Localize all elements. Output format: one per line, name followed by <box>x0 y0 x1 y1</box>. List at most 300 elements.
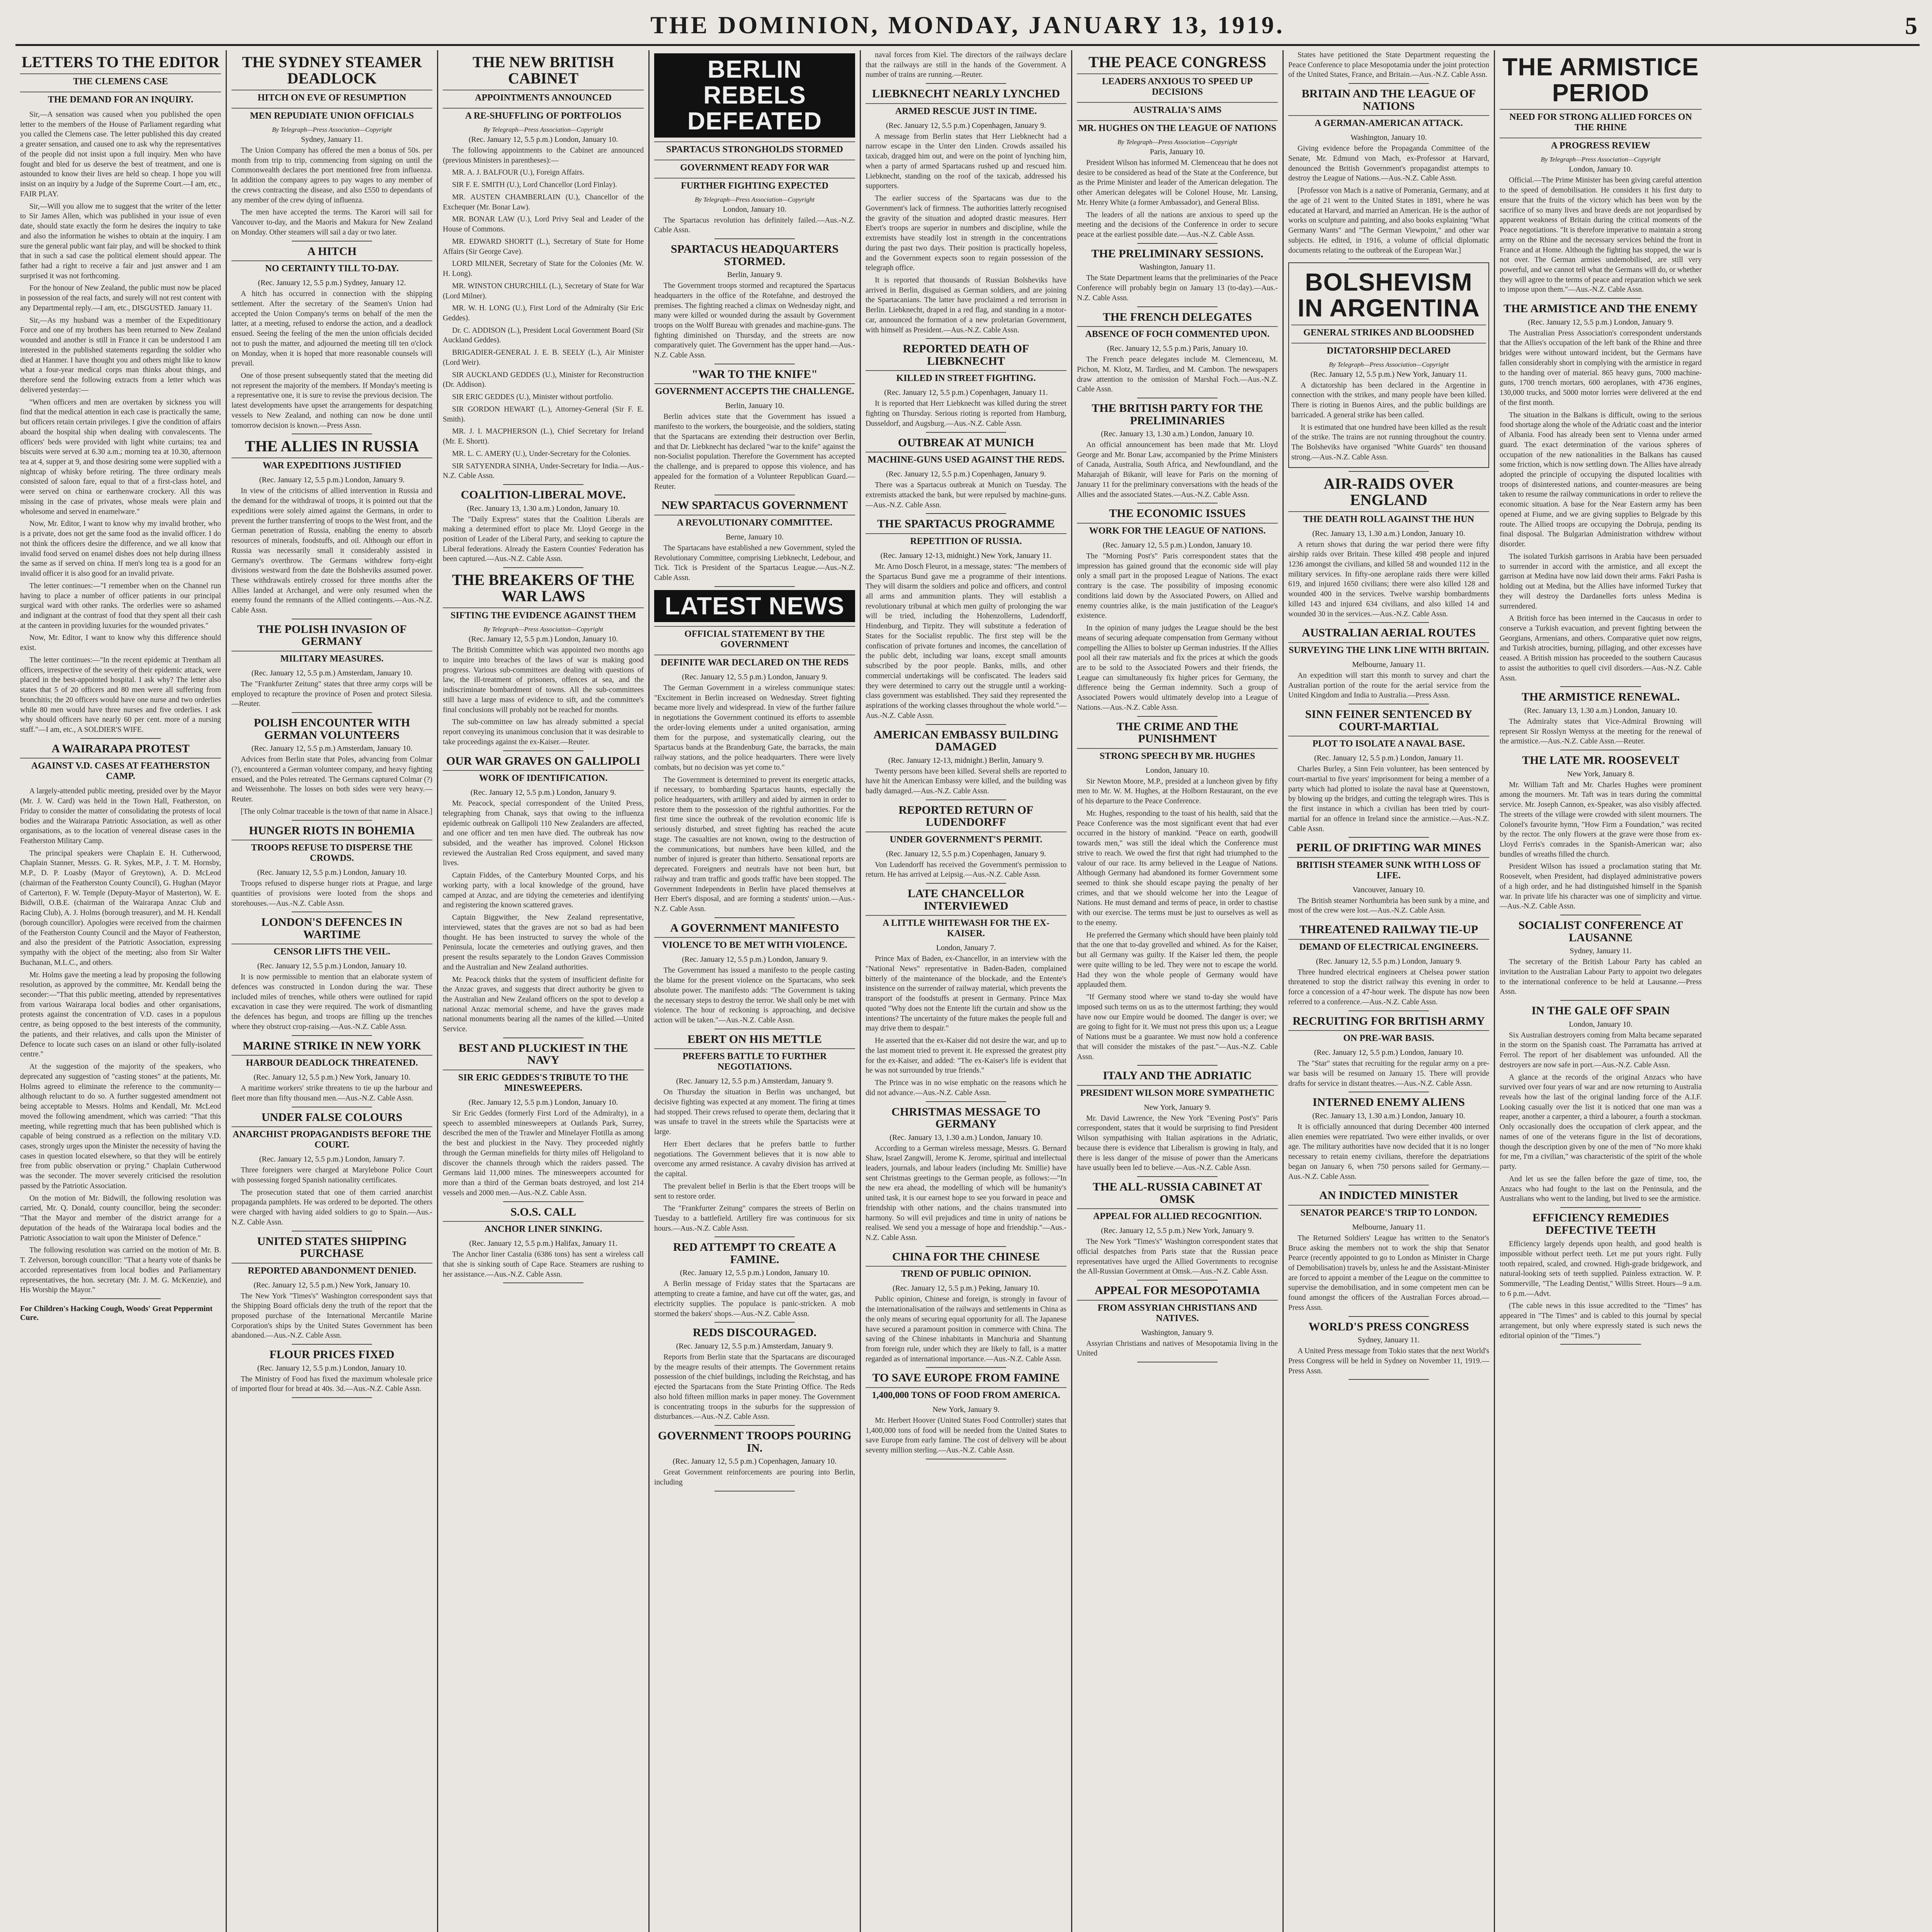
headline: THE CRIME AND THE PUNISHMENT <box>1116 720 1238 745</box>
article <box>443 572 644 747</box>
article <box>1077 721 1278 1062</box>
sub-heading: TROOPS REFUSE TO DISPERSE THE CROWDS. <box>231 840 432 866</box>
dateline: Washington, January 11. <box>1139 263 1216 272</box>
article <box>231 1040 432 1104</box>
deck-heading: SPARTACUS STRONGHOLDS STORMED <box>654 141 855 157</box>
divider <box>1137 716 1218 717</box>
byline: By Telegraph—Press Association—Copyright <box>483 626 604 633</box>
divider <box>1137 1280 1218 1281</box>
divider <box>292 241 372 242</box>
paragraph: Reports from Berlin state that the Spartacans are discouraged by the meagre results of their attempts. The Government retains possession of the chief buildings, including the Reichstag, and has ejected the Spartacans from the State Printing Office. The Reds also hold fifteen million marks in paper money. The Government is concentrating troops in the suburbs for the suppression of disturbances.—Aus.-N.Z. Cable Assn. <box>654 1353 855 1421</box>
paragraph: The prosecution stated that one of them carried anarchist propaganda pamphlets. He was ordered to be deported. The others were charged with having aided soldiers to go to Spain.—Aus.-N.Z. Cable Assn. <box>231 1188 432 1226</box>
paragraph: The Returned Soldiers' League has written to the Senator's Bruce asking the members not to work the ship that Senator Pearce (recently appointed to go to London as Minister in Charge of Demobilisation) travels by, unless he and the Assistant-Minister are forced to appoint a member of the League on the committee to supervise the demobilisation, and in some competent men can be found amongst the officers of the Australian Forces abroad.—Press Assn. <box>1288 1234 1489 1312</box>
article <box>1288 1189 1489 1313</box>
byline: By Telegraph—Press Association—Copyright <box>1117 138 1238 146</box>
dateline: (Rec. January 12, 5.5 p.m.) London, January 11. <box>1314 754 1463 763</box>
paragraph: For the honour of New Zealand, the public must now be placed in possession of the real facts, and surely will not rest content with any Departmental reply.—I am, etc., DISGUSTED. January 11. <box>20 284 221 312</box>
dateline: (Rec. January 12, 5.5 p.m.) London, January 10. <box>257 868 407 877</box>
masthead <box>15 9 1920 46</box>
dateline: Vancouver, January 10. <box>1352 885 1425 894</box>
sub-heading: TREND OF PUBLIC OPINION. <box>866 1266 1066 1282</box>
headline: RECRUITING FOR BRITISH ARMY <box>1293 1014 1485 1027</box>
paragraph: In the opinion of many judges the League should be the best means of securing adequate compensation from Germany without compelling the Allies to bolster up German industries. If the Allies pool all their raw materials and fix the prices at which the goods are to be sold to the Associated Powers and their friends, the League can simultaneously fix higher prices for Germany, the difference being the German indemnity. Such a group of Associated Powers would ultimately develop into a League of Nations.—Aus.-N.Z. Cable Assn. <box>1077 624 1278 712</box>
paragraph: Berlin advices state that the Government has issued a manifesto to the workers, the bourgeoisie, and the soldiers, stating that the Spartacans are extending their destruction over Berlin, and that Dr. Liebknecht has declared "war to the knife" against the non-Socialist population. Therefore the Government has accepted the challenge, and is prepared to oppose this violence, and has appealed for the formation of a Volunteer Republican Guard.—Reuter. <box>654 413 855 491</box>
paragraph: The Australian Press Association's correspondent understands that the Allies's occupation of the left bank of the Rhine and three bridges were without untoward incident, but the Germans have fallen considerably short in complying with the armistice in regard to the handing over of material. 865 heavy guns, 7000 machine-guns, 1700 trench mortars, 600 aeroplanes, with 4736 engines, 130,000 trucks, and 5000 motor lorries were delivered at the end of the first month. <box>1500 329 1702 407</box>
divider <box>714 1236 795 1237</box>
article <box>1500 303 1702 683</box>
headline: AUSTRALIAN AERIAL ROUTES <box>1301 626 1476 639</box>
paragraph: In view of the criticisms of allied intervention in Russia and the demand for the withdrawal of troops, it is pointed out that the expeditions were solely aimed against the Germans, in order to prevent the further transferring of troops to the West front, and the German penetration of Russia, enabling the enemy to absorb resources of minerals, foodstuffs, and oil. Although our effort in Russia was necessarily small it considerably assisted in Germany's overthrow. The Germans withdrew forty-eight divisions westward from the date the Bolsheviks assumed power. These withdrawals entirely crossed for three months after the Allies landed at Archangel, and were only resumed when the enemy found the remnants of the Allied contingents.—Aus.-N.Z. Cable Assn. <box>231 487 432 615</box>
headline: COALITION-LIBERAL MOVE. <box>461 488 626 502</box>
headline: THE SYDNEY STEAMER DEADLOCK <box>242 53 422 87</box>
sub-heading: AGAINST V.D. CASES AT FEATHERSTON CAMP. <box>20 758 221 784</box>
paragraph: It is reported that Herr Liebknecht was killed during the street fighting on Thursday. Serious rioting is reported from Hamburg, Dusseldorf, and Augsburg.—Aus.-N.Z. Cable Assn. <box>866 400 1066 428</box>
dateline: Sydney, January 11. <box>1570 947 1632 956</box>
headline: THE ARMISTICE AND THE ENEMY <box>1503 302 1698 315</box>
paragraph: MR. J. I. MACPHERSON (L.), Chief Secretary for Ireland (Mr. E. Shortt). <box>443 427 644 446</box>
paragraph: It is reported that thousands of Russian Bolsheviks have arrived in Berlin, disguised as German soldiers, and are joining the Spartacanians. The latter have proclaimed a red terrorism in Berlin. Liebknecht, draped in a red flag, and standing in a motor-car, announced the formation of a new proletarian Government, with himself as President.—Aus.-N.Z. Cable Assn. <box>866 276 1066 334</box>
paragraph: President Wilson has informed M. Clemenceau that he does not desire to be considered as head of the State at the Conference, but as the Prime Minister and leader of the American delegation. The other American delegates will be Colonel House, Mr. Lansing, Mr. Henry White (a former Ambassador), and General Bliss. <box>1077 159 1278 207</box>
dateline: (Rec. January 12, 5.5 p.m.) Amsterdam, January 10. <box>251 744 413 753</box>
paragraph: SIR GORDON HEWART (L.), Attorney-General (Sir F. E. Smith). <box>443 405 644 423</box>
paragraph: Mr. David Lawrence, the New York "Evening Post's" Paris correspondent, states that it would be surprising to find President Wilson sympathising with Italian aspirations in the Adriatic, because there is evidence that Liberalism is growing in Italy, and there is less danger of the misuse of power than the Americans have usually been led to believe.—Aus.-N.Z. Cable Assn. <box>1077 1114 1278 1172</box>
byline: By Telegraph—Press Association—Copyright <box>1541 156 1661 163</box>
sub-heading: WORK OF IDENTIFICATION. <box>443 770 644 786</box>
paragraph: Now, Mr. Editor, I want to know why this difference should exist. <box>20 634 221 652</box>
article <box>231 825 432 909</box>
dateline: (Rec. January 12, 5.5 p.m.) London, January 10. <box>1102 541 1252 549</box>
headline: AIR-RAIDS OVER ENGLAND <box>1323 474 1454 509</box>
headline: THE POLISH INVASION OF GERMANY <box>257 622 407 648</box>
dateline: (Rec. January 12, 5.5 p.m.) London, January 9. <box>682 955 828 964</box>
column-7 <box>1284 50 1495 1932</box>
divider <box>1349 1379 1429 1380</box>
sub-heading: MR. HUGHES ON THE LEAGUE OF NATIONS <box>1077 120 1278 136</box>
deck-heading: HITCH ON EVE OF RESUMPTION <box>231 90 432 105</box>
dateline: London, January 10. <box>1569 1020 1633 1029</box>
dateline: (Rec. January 12, 5.5 p.m.) Copenhagen, January 9. <box>886 849 1046 858</box>
dateline: (Rec. January 12, 5.5 p.m.) Halifax, January 11. <box>469 1239 617 1248</box>
sub-heading: FURTHER FIGHTING EXPECTED <box>654 178 855 194</box>
dateline: Berlin, January 10. <box>725 401 784 410</box>
divider <box>1349 837 1429 838</box>
sub-heading: REPETITION OF RUSSIA. <box>866 533 1066 549</box>
paragraph: Three foreigners were charged at Marylebone Police Court with possessing forged Spanish nationality certificates. <box>231 1166 432 1184</box>
paragraph: On the motion of Mr. Bidwill, the following resolution was carried, Mr. Q. Donald, county councillor, being the seconder: "That the Mayor and member of the district arrange for a deputation of the heads of the Wairarapa local bodies and the Patriotic Association to wait upon the Minister of Defence." <box>20 1194 221 1242</box>
article <box>231 1349 432 1394</box>
paragraph: Mr. Peacock, special correspondent of the United Press, telegraphing from Chanak, says that owing to the influenza epidemic outbreak on Gallipoli 110 New Zealanders are affected, and one officer and ten men have died. The outbreak has now subsided, and the weather has improved. Colonel Hickson reviewed the Australian Red Cross equipment, and saved many lives. <box>443 799 644 867</box>
paragraph: Sir,—As my husband was a member of the Expeditionary Force and one of my brothers has been returned to New Zealand wounded and another is still in France it can be understood I am interested in the published statements regarding the soldier who died at Hanmer. I have thought you and others might like to know what a four-year medical corps man thinks about things, and therefore send the following extracts from a letter which was delivered yesterday:— <box>20 316 221 394</box>
headline: PERIL OF DRIFTING WAR MINES <box>1296 841 1481 854</box>
dateline: Melbourne, January 11. <box>1352 660 1425 669</box>
article <box>866 50 1066 80</box>
paragraph: BRIGADIER-GENERAL J. E. B. SEELY (L.), Air Minister (Lord Weir). <box>443 349 644 367</box>
headline: TO SAVE EUROPE FROM FAMINE <box>872 1371 1060 1384</box>
article <box>654 368 855 492</box>
paragraph: The "Frankfurter Zeitung" states that three army corps will be employed to recapture the province of Posen and protect Silesia.—Reuter. <box>231 680 432 708</box>
article <box>1077 248 1278 303</box>
dateline: (Rec. January 12, 5.5 p.m.) Amsterdam, January 9. <box>676 1342 833 1350</box>
paragraph: It is now permissible to mention that an elaborate system of defences was constructed in London during the war. These included miles of trenches, while others were outlined for rapid excavation in case they were required. The work of dismantling the defences has begun, and troops are filling up the trenches where they obstruct crop-raising.—Aus.-N.Z. Cable Assn. <box>231 973 432 1031</box>
paragraph: At the suggestion of the majority of the speakers, who deprecated any suggestion of "casting stones" at the patients, Mr. Holms agreed to eliminate the reference to the community—although reluctant to do so. A further suggested amendment not being acceptable to Messrs. Holms and Kendall, Mr. McLeod moved the following amendment, which was carried: "That this meeting, while regretting much that has been published which is capable of being construed as a reflection on the military V.D. cases, strongly urges upon the Minister the necessity of having the cases in question located elsewhere, so that they will be entirely free from public observation or prying." Chaplain Cutherwood was the seconder. The mover severely criticised the resolution passed by the Patriotic Association. <box>20 1063 221 1190</box>
paragraph: Mr. Holms gave the meeting a lead by proposing the following resolution, as approved by the committee, Mr. Kendall being the seconder:—"That this public meeting, attended by representatives from various Wairarapa local bodies and other organisations, protests against the concentration of V.D. cases in a populous centre, as being opposed to the best interests of the community, the patients, and their relatives, and calls upon the Minister of Defence to locate such cases on an island or other fully-isolated centre." <box>20 971 221 1059</box>
article <box>1500 691 1702 747</box>
article <box>1077 1284 1278 1359</box>
headline: A GOVERNMENT MANIFESTO <box>670 921 839 934</box>
dateline: (Rec. January 12, 5.5 p.m.) London, January 9. <box>259 476 405 485</box>
paragraph: Advices from Berlin state that Poles, advancing from Colmar (?), encountered a German volunteer company, and heavy fighting ensued, and the Poles retreated. The Germans captured Colmar (?) and Weissenhohe. The losses on both sides were very heavy.—Reuter. <box>231 755 432 804</box>
dateline: (Rec. January 12, 5.5 p.m.) London, January 10. <box>257 1364 407 1372</box>
advertisement: For Children's Hacking Cough, Woods' Great Peppermint Cure. <box>20 1304 213 1322</box>
article <box>1500 54 1702 295</box>
paragraph: The letter continues:—"I remember when on the Channel run having to place a number of officer patients in our principal surgical ward with other ranks. The orderlies were so ashamed and indignant at the contrast of food that they spent all their cash at the canteen in providing luxuries for the wounded privates." <box>20 582 221 630</box>
paragraph: [The only Colmar traceable is the town of that name in Alsace.] <box>241 807 433 816</box>
column-2 <box>227 50 438 1932</box>
divider <box>714 1322 795 1323</box>
sub-heading: SURVEYING THE LINK LINE WITH BRITAIN. <box>1288 642 1489 658</box>
headline: SINN FEINER SENTENCED BY COURT-MARTIAL <box>1305 708 1473 733</box>
headline: REPORTED DEATH OF LIEBKNECHT <box>903 342 1029 367</box>
column-3 <box>438 50 650 1932</box>
paragraph: The New York "Times's" Washington correspondent says that the Shipping Board officials deny the truth of the report that the proposed purchase of the International Mercantile Marine Corporation's ships by the United States Government has been abandoned.—Aus.-N.Z. Cable Assn. <box>231 1292 432 1340</box>
divider <box>503 1282 583 1283</box>
paragraph: A Berlin message of Friday states that the Spartacans are attempting to create a famine, and have cut off the water, gas, and electricity supplies. The populace is panic-stricken. A mob stormed the bakers' shops.—Aus.-N.Z. Cable Assn. <box>654 1280 855 1318</box>
sub-heading: MACHINE-GUNS USED AGAINST THE REDS. <box>866 452 1066 468</box>
headline: REPORTED RETURN OF LUDENDORFF <box>898 803 1034 829</box>
column-5 <box>861 50 1072 1932</box>
article <box>866 518 1066 721</box>
paragraph: MR. WINSTON CHURCHILL (L.), Secretary of State for War (Lord Milner). <box>443 282 644 300</box>
divider <box>714 586 795 587</box>
headline: EFFICIENCY REMEDIES DEFECTIVE TEETH <box>1532 1211 1669 1236</box>
divider <box>503 1037 583 1038</box>
paragraph: MR. L. C. AMERY (U.), Under-Secretary for the Colonies. <box>452 449 631 458</box>
sub-heading: A REVOLUTIONARY COMMITTEE. <box>654 515 855 531</box>
paragraph: It is estimated that one hundred have been killed as the result of the strike. The trains are not running throughout the country. The Bolsheviks have organised "White Guards" ten thousand strong.—Aus.-N.Z. Cable Assn. <box>1291 423 1486 461</box>
paragraph: It is officially announced that during December 400 interned alien enemies were repatriated. Two were either invalids, or over age. The military authorities have now decided that it is no longer necessary to retain enemy civilians, therefore the depatriations began on January 6, when 750 persons sailed for Germany.—Aus.-N.Z. Cable Assn. <box>1288 1122 1489 1181</box>
paragraph: The secretary of the British Labour Party has cabled an invitation to the Australian Labour Party to appoint two delegates to the international conference to be held at Lausanne.—Press Assn. <box>1500 958 1702 996</box>
sub-heading: ARMED RESCUE JUST IN TIME. <box>866 103 1066 119</box>
headline: CHINA FOR THE CHINESE <box>892 1250 1040 1263</box>
paragraph: A largely-attended public meeting, presided over by the Mayor (Mr. J. W. Card) was held in the Town Hall, Featherston, on Friday to consider the matter of consolidating the protests of local bodies and the Wairarapa Patriotic Association, as well as other organisations, as to the location of venereal disease cases in the Featherston Military Camp. <box>20 787 221 845</box>
page-number: 5 <box>1905 12 1917 39</box>
divider <box>926 799 1006 800</box>
divider <box>1349 1010 1429 1011</box>
deck-heading: GENERAL STRIKES AND BLOODSHED <box>1291 325 1486 340</box>
headline: S.O.S. CALL <box>510 1205 577 1218</box>
headline: RED ATTEMPT TO CREATE A FAMINE. <box>673 1241 837 1266</box>
paragraph: The "Frankfurter Zeitung" compares the streets of Berlin on Tuesday to a battlefield. Artillery fire was continuous for six hours.—Aus.-N.Z. Cable Assn. <box>654 1204 855 1233</box>
paragraph: The prevalent belief in Berlin is that the Ebert troops will be sent to restore order. <box>654 1182 855 1201</box>
paragraph: The leaders of all the nations are anxious to speed up the meeting and the decisions of the Conference in order to secure peace at the earliest possible date.—Aus.-N.Z. Cable Assn. <box>1077 211 1278 239</box>
deck-heading: APPOINTMENTS ANNOUNCED <box>443 90 644 105</box>
headline: BOLSHEVISM IN ARGENTINA <box>1298 268 1480 322</box>
paragraph: A dictatorship has been declared in the Argentine in connection with the strikes, and many people have been killed. There is rioting in Buenos Aires, and the public buildings are barricaded. A general strike has been called. <box>1291 381 1486 419</box>
article <box>866 1251 1066 1364</box>
article <box>1077 1181 1278 1277</box>
dateline: (Rec. January 13, 1.30 a.m.) London, January 10. <box>1312 529 1465 538</box>
dateline: Paris, January 10. <box>1150 148 1205 156</box>
sub-heading: FROM ASSYRIAN CHRISTIANS AND NATIVES. <box>1077 1300 1278 1326</box>
deck-heading: SIFTING THE EVIDENCE AGAINST THEM <box>443 607 644 623</box>
paragraph: Sir,—Will you allow me to suggest that the writer of the letter to Sir James Allen, which was published in your issue of even date, should state exactly the form he desires the inquiry to take and also the information he wishes to obtain at the inquiry. I am sure the general public want fair play, and will be shocked to think that in such a sad case the political element should appear. The father had a right to receive a fair and just answer and I am surprised it was not forthcoming. <box>20 202 221 280</box>
headline: POLISH ENCOUNTER WITH GERMAN VOLUNTEERS <box>253 716 410 742</box>
article <box>1077 507 1278 713</box>
divider <box>292 712 372 713</box>
sub-heading: ANARCHIST PROPAGANDISTS BEFORE THE COURT. <box>231 1126 432 1153</box>
headline: INTERNED ENEMY ALIENS <box>1313 1096 1465 1109</box>
dateline: (Rec. January 12, 5.5 p.m.) London, January 10. <box>680 1269 830 1277</box>
divider <box>714 917 795 918</box>
headline: LONDON'S DEFENCES IN WARTIME <box>261 916 403 941</box>
paragraph: Herr Ebert declares that he prefers battle to further negotiations. The Government believes that it is now able to overcome any armed resistance. A cavalry division has arrived at the capital. <box>654 1140 855 1179</box>
dateline: (Rec. January 12, 5.5 p.m.) London, January 10. <box>468 635 618 644</box>
article <box>654 1327 855 1422</box>
paragraph: Public opinion, Chinese and foreign, is strongly in favour of the internationalisation of the railways and settlements in China as the only means of securing equal opportunity for all. The Japanese have secured a paramount position in commerce with China. The saving of the Chinese inhabitants in Manchuria and Shantung from foreign rule, under which they are likely to fall, is a matter regarded as of international importance.—Aus.-N.Z. Cable Assn. <box>866 1295 1066 1363</box>
paragraph: Prince Max of Baden, ex-Chancellor, in an interview with the "National News" representative in Baden-Baden, complained bitterly of the maintenance of the blockade, and the Entente's insistence on the surrender of railway material, which prevents the transport of the foodstuffs at present in Germany. Prince Max quoted "Why does not the Entente lift the curtain and show us the intentions? The uncertainty of the future makes the people full and may drive them to despair." <box>866 955 1066 1033</box>
dateline: (Rec. January 12, 5.5 p.m.) London, January 10. <box>468 1098 618 1107</box>
paragraph: Twenty persons have been killed. Several shells are reported to have hit the American Embassy were killed, and the building was badly damaged.—Aus.-N.Z. Cable Assn. <box>866 767 1066 796</box>
dateline: (Rec. January 13, 1.30 a.m.) London, January 10. <box>467 504 620 513</box>
dateline: Berne, January 10. <box>726 532 784 541</box>
article <box>1288 1015 1489 1089</box>
paragraph: The Anchor liner Castalia (6386 tons) has sent a wireless call that she is sinking south of Cape Race. Steamers are rushing to her assistance.—Aus.-N.Z. Cable Assn. <box>443 1250 644 1279</box>
paragraph: "When officers and men are overtaken by sickness you will find that the medical attention in each case is practically the same, but officers retain certain privileges. I give the condition of affairs aboard the hospital ship when dealing with convalescents. The officers' beds were provided with light white curtains; tea and biscuits were served at 6.30 a.m.; morning tea at 10.30, afternoon tea at 4, supper at 9, and those desiring some were supplied with a nightcap of whisky before retiring. The three ordinary meals consisted of saloon fare, equal to that of a first-class hotel, and were served on china or earthenware crockery. All this was missing in the case of privates, whose meals were plain and wholesome and served in enamelware." <box>20 398 221 516</box>
paragraph: President Wilson has issued a proclamation stating that Mr. Roosevelt, when President, had displayed administrative powers of a high order, and he had distinguished himself in the Spanish war. In private life his character was one of simplicity and virtue.—Aus.-N.Z. Cable Assn. <box>1500 862 1702 911</box>
paragraph: SIR SATYENDRA SINHA, Under-Secretary for India.—Aus.-N.Z. Cable Assn. <box>443 462 644 480</box>
article <box>866 88 1066 335</box>
article <box>1288 923 1489 1007</box>
article <box>1288 627 1489 701</box>
paragraph: Troops refused to disperse hunger riots at Prague, and large quantities of provisions were looted from the shops and storehouses.—Aus.-N.Z. Cable Assn. <box>231 879 432 908</box>
dateline: (Rec. January 12, 5.5 p.m.) London, January 10. <box>468 135 618 144</box>
paragraph: A British force has been interned in the Caucasus in order to conserve a Turkish evacuation, and prevent fighting between the Georgians, Armenians, and others. Comparative quiet now reigns, and Turkish atrocities, burning, pillaging, and other excesses have ceased. A British mission has proceeded to the southern Caucasus to assist the authorities to quell civil disorders.—Aus.-N.Z. Cable Assn. <box>1500 614 1702 682</box>
sub-heading: AUSTRALIA'S AIMS <box>1077 102 1278 118</box>
paragraph: MR. AUSTEN CHAMBERLAIN (U.), Chancellor of the Exchequer (Mr. Bonar Law). <box>443 193 644 211</box>
paragraph: The Government troops stormed and recaptured the Spartacus headquarters in the office of the Rotefahne, and destroyed the premises. The fighting reached a climax on Wednesday night, and many were killed or wounded during the assault by Government troops on the Wolff Bureau with grenades and machine-guns. The fighting diminished on Thursday, and the streets are now comparatively quiet. The Government has the upper hand.—Aus.-N.Z. Cable Assn. <box>654 282 855 360</box>
paragraph: Sir Eric Geddes (formerly First Lord of the Admiralty), in a speech to assembled minesweepers at Oatlands Park, Surrey, described the men of the Trawler and Minelayer Flotilla as among the best and pluckiest in the Navy. They proceeded nightly through the German minefields for thirty miles off Heligoland to discover the channels through which the raiders passed. The Germans laid 11,000 mines. The minesweepers accounted for more than a third of the German boats destroyed, and lost 214 vessels and 2000 men.—Aus.-N.Z. Cable Assn. <box>443 1109 644 1197</box>
paragraph: The British Committee which was appointed two months ago to inquire into breaches of the laws of war is making good progress. Various sub-committees are dealing with questions of law, the ill-treatment of prisoners, offences at sea, and the indiscriminate bombardment of towns. All the sub-committees still have a large mass of evidence to sift, and the committee's final conclusions will probably not be reached for months. <box>443 646 644 714</box>
divider <box>926 883 1006 884</box>
article <box>1288 262 1489 468</box>
divider <box>1137 1176 1218 1177</box>
dateline: (Rec. January 12, 5.5 p.m.) London, January 10. <box>257 962 407 971</box>
sub-heading: SENATOR PEARCE'S TRIP TO LONDON. <box>1288 1205 1489 1221</box>
sub-heading: KILLED IN STREET FIGHTING. <box>866 370 1066 386</box>
divider <box>1137 243 1218 244</box>
headline: UNDER FALSE COLOURS <box>261 1111 403 1124</box>
paragraph: According to a German wireless message, Messrs. G. Bernard Shaw, Israel Zangwill, Jerome K. Jerome, spiritual and intellectual leaders, journals, and labour leaders (including Mr. Smillie) have sent Christmas greetings to the German people, as follows:—"In the new era ahead, the modelling of which will be humanity's united task, it is our earnest hope to see you forward in peace and friendship with other nations, and the chains transmuted into harmony. So will evil prejudices and time in unity of nations be realised. We send you a message of hope and friendship."—Aus.-N.Z. Cable Assn. <box>866 1144 1066 1242</box>
article <box>1288 842 1489 916</box>
dateline: Melbourne, January 11. <box>1352 1223 1425 1231</box>
paragraph: Now, Mr. Editor, I want to know why my invalid brother, who is a private, does not get the same food as the invalid officer. I do not think the officers desire the difference, and we all know that invalid food served on enamel dishes does not help during illness the same as if served on china. If men's long tea is a good for an invalid officer it is also good for an invalid private. <box>20 520 221 578</box>
article <box>1500 919 1702 997</box>
headline: IN THE GALE OFF SPAIN <box>1531 1004 1670 1017</box>
paragraph: The sub-committee on law has already submitted a special report conveying its unanimous conclusion that it was desirable to take proceedings against the ex-Kaiser.—Reuter. <box>443 718 644 746</box>
dateline: London, January 10. <box>723 205 787 214</box>
headline: OUTBREAK AT MUNICH <box>898 436 1034 449</box>
dateline: (Rec. January 13, 1.30 a.m.) London, January 10. <box>1524 706 1677 715</box>
divider <box>503 484 583 485</box>
paragraph: There was a Spartacus outbreak at Munich on Tuesday. The extremists attacked the bank, but were repulsed by machine-guns.—Aus.-N.Z. Cable Assn. <box>866 481 1066 509</box>
sub-heading: UNDER GOVERNMENT'S PERMIT. <box>866 832 1066 847</box>
headline: OUR WAR GRAVES ON GALLIPOLI <box>446 754 641 767</box>
paragraph: And let us see the fallen before the gaze of time, too, the Anzacs who had fought to the last on the Peninsula, and the Australians who went to the landing, but lived to see the armistice. <box>1500 1175 1702 1203</box>
article <box>20 54 221 735</box>
divider <box>1349 83 1429 84</box>
sub-heading: ANCHOR LINER SINKING. <box>443 1221 644 1237</box>
article <box>1288 88 1489 255</box>
paragraph: "If Germany stood where we stand to-day she would have imposed such terms on us as to the uttermost farthing; they would have now our Empire would be doomed. The danger is over; we are going to fight for it. We must not press this upon us; a League of Nations must be a guarantee. We must now hold a conference that will consider the mistakes of the past."—Aus.-N.Z. Cable Assn. <box>1077 993 1278 1061</box>
dateline: Sydney, January 11. <box>1357 1336 1420 1345</box>
paragraph: The "Morning Post's" Paris correspondent states that the impression has gained ground that the economic side will play only a small part in the proposed League of Nations. The exact contrary is the case. The possibility of imposing economic conditions laid down by the Associated Powers, on Allied and enemy countries alike, is the main justification of the League's existence. <box>1077 552 1278 620</box>
dateline: (Rec. January 12, 5.5 p.m.) New York, January 9. <box>1101 1226 1254 1235</box>
headline: LATEST NEWS <box>654 590 855 622</box>
paragraph: Charles Burley, a Sinn Fein volunteer, has been sentenced by court-martial to five years' imprisonment for being a member of a party which had plotted to isolate the naval base at Queenstown, by blowing up the bridges, and cutting the telegraph wires. This is the first instance in which a civilian has been tried by court-martial for an offence in Ireland since the armistice.—Aus.-N.Z. Cable Assn. <box>1288 765 1489 833</box>
dateline: London, January 10. <box>1569 165 1633 174</box>
sub-heading: DEMAND OF ELECTRICAL ENGINEERS. <box>1288 939 1489 955</box>
paragraph: Dr. C. ADDISON (L.), President Local Government Board (Sir Auckland Geddes). <box>443 326 644 345</box>
paragraph: The men have accepted the terms. The Karori will sail for Vancouver to-day, and the Maoris and Makura for New Zealand on Monday. Other steamers will sail a day or two later. <box>231 208 432 236</box>
sub-heading: A RE-SHUFFLING OF PORTFOLIOS <box>443 108 644 124</box>
article <box>443 1206 644 1280</box>
divider <box>1560 1000 1641 1001</box>
paragraph: (The cable news in this issue accredited to the "Times" has appeared in "The Times" and is cabled to this journal by special arrangement, but only where expressly stated is such news the editorial opinion of the "Times.") <box>1500 1302 1702 1340</box>
article <box>654 243 855 361</box>
dateline: (Rec. January 12, 5.5 p.m.) London, January 9. <box>682 672 828 681</box>
dateline: (Rec. January 12, 5.5 p.m.) London, January 9. <box>1316 957 1462 966</box>
article <box>231 717 432 816</box>
article <box>1500 1005 1702 1204</box>
sub-heading: SIR ERIC GEDDES'S TRIBUTE TO THE MINESWEEPERS. <box>443 1070 644 1096</box>
deck-heading: NEED FOR STRONG ALLIED FORCES ON THE RHINE <box>1500 109 1702 135</box>
dateline: New York, January 9. <box>932 1405 1000 1414</box>
dateline: (Rec. January 12, 5.5 p.m.) Amsterdam, January 10. <box>251 668 413 677</box>
divider <box>503 567 583 568</box>
article <box>1500 1212 1702 1341</box>
byline: By Telegraph—Press Association—Copyright <box>694 196 815 203</box>
headline: MARINE STRIKE IN NEW YORK <box>243 1039 421 1052</box>
column-4 <box>650 50 861 1932</box>
dateline: Sydney, January 11. <box>301 135 363 144</box>
paragraph: Mr. Hughes, responding to the toast of his health, said that the Peace Conference was the most significant event that had ever occurred in the history of mankind. "Peace on earth, goodwill towards men," was still the ideal which the Conference must strive to reach. We owed the first that right had triumphed to the valour of our race. Its army believed in the League of Nations. Although Germany had abandoned its former Government some seemed to think she should escape paying the penalty of her crimes, and that we should welcome her into the League of Nations. He must demand and terms of peace, in order to chastise with our exercise. The terms must be just to ourselves as well as to the enemy. <box>1077 809 1278 927</box>
divider <box>714 238 795 239</box>
dateline: (Rec. January 13, 1.30 a.m.) London, January 10. <box>1101 430 1254 439</box>
paragraph: States have petitioned the State Department requesting the Peace Conference to place Mesopotamia under the joint protection of the United States, France, and Britain.—Aus.-N.Z. Cable Assn. <box>1288 51 1489 79</box>
article <box>654 499 855 583</box>
headline: AMERICAN EMBASSY BUILDING DAMAGED <box>873 728 1059 753</box>
sub-heading: A GERMAN-AMERICAN ATTACK. <box>1288 115 1489 131</box>
paragraph: The Admiralty states that Vice-Admiral Browning will represent Sir Rosslyn Wemyss at the meeting for the renewal of the armistice.—Aus.-N.Z. Cable Assn.—Reuter. <box>1500 717 1702 746</box>
sub-heading: REPORTED ABANDONMENT DENIED. <box>231 1263 432 1279</box>
paragraph: A message from Berlin states that Herr Liebknecht had a narrow escape in the Unter den Linden. Crowds assailed his taxicab, dragged him out, and were on the point of lynching him, when a party of armed Spartacans rushed up and rescued him. Liebknecht, standing on the roof of the taxicab, addressed his supporters. <box>866 132 1066 190</box>
headline: FLOUR PRICES FIXED <box>269 1348 395 1361</box>
article <box>443 54 644 481</box>
paragraph: Sir,—A sensation was caused when you published the open letter to the members of the House of Parliament regarding what you called the Clemens case. The letter published this day created a greater sensation, and caused one to ask why the representatives of the people did not insist upon a full inquiry. Men who have fought and bled for us deserve the best of treatment, and one is astounded to know their lives are held so cheap. I hope you will insist on an inquiry by a Judge of the Supreme Court.—I am, etc., FAIR PLAY. <box>20 111 221 198</box>
headline: NEW SPARTACUS GOVERNMENT <box>661 499 848 512</box>
dateline: Berlin, January 9. <box>727 270 782 279</box>
divider <box>1560 1344 1641 1345</box>
headline: GOVERNMENT TROOPS POURING IN. <box>658 1429 852 1454</box>
article <box>866 343 1066 429</box>
article <box>654 922 855 1026</box>
dateline: (Rec. January 12-13, midnight.) New York, January 11. <box>880 551 1052 560</box>
dateline: (Rec. January 12, 5.5 p.m.) Paris, January 10. <box>1107 344 1248 353</box>
headline: LATE CHANCELLOR INTERVIEWED <box>908 887 1024 912</box>
sub-heading: ON PRE-WAR BASIS. <box>1288 1030 1489 1046</box>
paragraph: [Professor von Mach is a native of Pomerania, Germany, and at the age of 21 went to the United States in 1891, where he was educated at Harvard, and married an American. He is the author of works on sculpture and painting, and also books explaining "What Germany Wants" and "The German Viewpoint," and other war subjects. He edited, in 1916, a volume of official diplomatic documents relating to the outbreak of the European War.] <box>1288 187 1489 255</box>
dateline: (Rec. January 12, 5.5 p.m.) London, January 9. <box>470 788 616 797</box>
divider <box>292 1397 372 1398</box>
paragraph: Von Ludendorff has received the Government's permission to return. He has arrived at Leipsig.—Aus.-N.Z. Cable Assn. <box>866 861 1066 879</box>
paragraph: Sir Newton Moore, M.P., presided at a luncheon given by fifty men to Mr. W. M. Hughes, at the Holborn Restaurant, on the eve of his departure to the Peace Conference. <box>1077 777 1278 806</box>
dateline: (Rec. January 12, 5.5 p.m.) London, January 9. <box>1528 318 1673 327</box>
headline: THE ARMISTICE PERIOD <box>1502 53 1699 107</box>
headline: UNITED STATES SHIPPING PURCHASE <box>257 1235 407 1260</box>
paragraph: On Thursday the situation in Berlin was unchanged, but decisive fighting was expected at any moment. The firing at times had stopped. Their crews refused to operate them, declaring that it was unsafe to travel in the streets while the Spartacists were at large. <box>654 1088 855 1136</box>
divider <box>926 1367 1006 1368</box>
paragraph: The Government has issued a manifesto to the people casting the blame for the present violence on the Spartacans, who seek absolute power. The manifesto adds: "The Government is taking the necessary steps to destroy the terror. We shall only be met with violence. The hour of reckoning is approaching, and decisive action will be taken."—Aus.-N.Z. Cable Assn. <box>654 966 855 1024</box>
divider <box>503 750 583 751</box>
paragraph: The Prince was in no wise emphatic on the reasons which he did not advance.—Aus.-N.Z. Cable Assn. <box>866 1079 1066 1097</box>
headline: THE PRELIMINARY SESSIONS. <box>1091 247 1264 260</box>
divider <box>714 1425 795 1426</box>
headline: SOCIALIST CONFERENCE AT LAUSANNE <box>1518 919 1683 944</box>
paragraph: LORD MILNER, Secretary of State for the Colonies (Mr. W. H. Long). <box>443 260 644 278</box>
sub-heading: PREFERS BATTLE TO FURTHER NEGOTIATIONS. <box>654 1048 855 1075</box>
headline: BEST AND PLUCKIEST IN THE NAVY <box>458 1041 628 1067</box>
dateline: (Rec. January 12, 5.5 p.m.) Copenhagen, January 9. <box>886 121 1046 130</box>
dateline: New York, January 8. <box>1567 769 1634 778</box>
divider <box>292 820 372 821</box>
paragraph: Assyrian Christians and natives of Mesopotamia living in the United <box>1077 1339 1278 1358</box>
article <box>866 1372 1066 1455</box>
paragraph: The Spartacus revolution has definitely failed.—Aus.-N.Z. Cable Assn. <box>654 216 855 235</box>
dateline: (Rec. January 12, 5.5 p.m.) Copenhagen, January 10. <box>672 1457 837 1466</box>
headline: BERLIN REBELS DEFEATED <box>654 53 855 138</box>
paragraph: MR. BONAR LAW (U.), Lord Privy Seal and Leader of the House of Commons. <box>443 215 644 234</box>
paragraph: The earlier success of the Spartacans was due to the Government's lack of firmness. The authorities latterly recognised the gravity of the situation and adopted drastic measures. Herr Ebert's troops are superior in numbers and discipline, while the extremists have steadily lost in strength in the concentrations during the past two days. Their position is practically hopeless, and the Government expects soon to regain possession of the telegraph office. <box>866 194 1066 272</box>
article <box>866 729 1066 796</box>
sub-heading: MILITARY MEASURES. <box>231 651 432 667</box>
headline: CHRISTMAS MESSAGE TO GERMANY <box>891 1105 1041 1130</box>
article <box>231 438 432 616</box>
dateline: (Rec. January 12, 5.5 p.m.) London, January 10. <box>1314 1048 1464 1057</box>
paragraph: The Union Company has offered the men a bonus of 50s. per month from trip to trip, commencing from signing on until the Commonwealth declares the port mentioned free from influenza. In addition the company agrees to pay wages to any member of the crews contracting the disease, and also £550 to dependants of any member of the crew dying of influenza. <box>231 146 432 204</box>
article <box>654 1241 855 1319</box>
divider <box>1137 306 1218 307</box>
columns-container <box>15 50 1920 1932</box>
paragraph: Mr. Arno Dosch Fleurot, in a message, states: "The members of the Spartacus Bund gave me a programme of their intentions. They will disarm the soldiers and police and officers, and control all arms and ammunition plants. They will establish a revolutionary tribunal at which men guilty of prolonging the war will be tried, including the Hohenzollerns, Ludendorff, Hindenburg, and Tirpitz. They will substitute a federation of States for the Socialist republic. The first step will be the confiscation of private fortunes and incomes, the cancellation of the public debt, including war loans, except small amounts subscribed by the poor people. Banks, mills, and other commercial undertakings will be confiscated. The leaders said they were determined to carry out the struggle until a working-class government was established. They said they represented the aspirations of the working classes throughout the whole world."—Aus.-N.Z. Cable Assn. <box>866 562 1066 720</box>
divider <box>503 1201 583 1202</box>
sub-heading: GOVERNMENT ACCEPTS THE CHALLENGE. <box>654 383 855 399</box>
dateline: London, January 7. <box>936 944 996 952</box>
article <box>654 53 855 235</box>
dateline: (Rec. January 12, 5.5 p.m.) New York, January 11. <box>1310 370 1467 379</box>
deck-heading: WAR EXPEDITIONS JUSTIFIED <box>231 457 432 473</box>
paragraph: The "Daily Express" states that the Coalition Liberals are making a determined effort to place Mr. Lloyd George in the position of Leader of the Liberal Party, and seeking to capture the Liberal federations. Already the Eastern Counties' Federation has been captured.—Aus.-N.Z. Cable Assn. <box>443 515 644 563</box>
column-1 <box>15 50 227 1932</box>
headline: WORLD'S PRESS CONGRESS <box>1308 1320 1469 1333</box>
sub-heading: WORK FOR THE LEAGUE OF NATIONS. <box>1077 523 1278 539</box>
headline: APPEAL FOR MESOPOTAMIA <box>1095 1284 1260 1297</box>
deck-heading: LEADERS ANXIOUS TO SPEED UP DECISIONS <box>1077 73 1278 100</box>
deck-heading: THE CLEMENS CASE <box>20 73 221 89</box>
paragraph: The State Department learns that the preliminaries of the Peace Conference will probably begin on January 13 (to-day).—Aus.-N.Z. Cable Assn. <box>1077 274 1278 302</box>
paragraph: Official.—The Prime Minister has been giving careful attention to the speed of demobilisation. He considers it his first duty to ensure that the fruits of the victory which has been won by the sacrifice of so many lives and brave deeds are not jeopardised by apparent weakness of Britain during the critical moments of the Peace negotiations. "It is therefore imperative to maintain a strong army on the Rhine and the necessary services behind the front in France and at Home. Although the fighting has stopped, the war is not over. The German armies undemobilised, are still very powerful, and we cannot tell what the Germans will do, or whether they will agree to the terms of peace and reparation which we seek to impose upon them."—Aus.-N.Z. Cable Assn. <box>1500 176 1702 294</box>
paragraph: The British steamer Northumbria has been sunk by a mine, and most of the crew were lost.—Aus.-N.Z. Cable Assn. <box>1288 896 1489 915</box>
article <box>1077 1070 1278 1173</box>
